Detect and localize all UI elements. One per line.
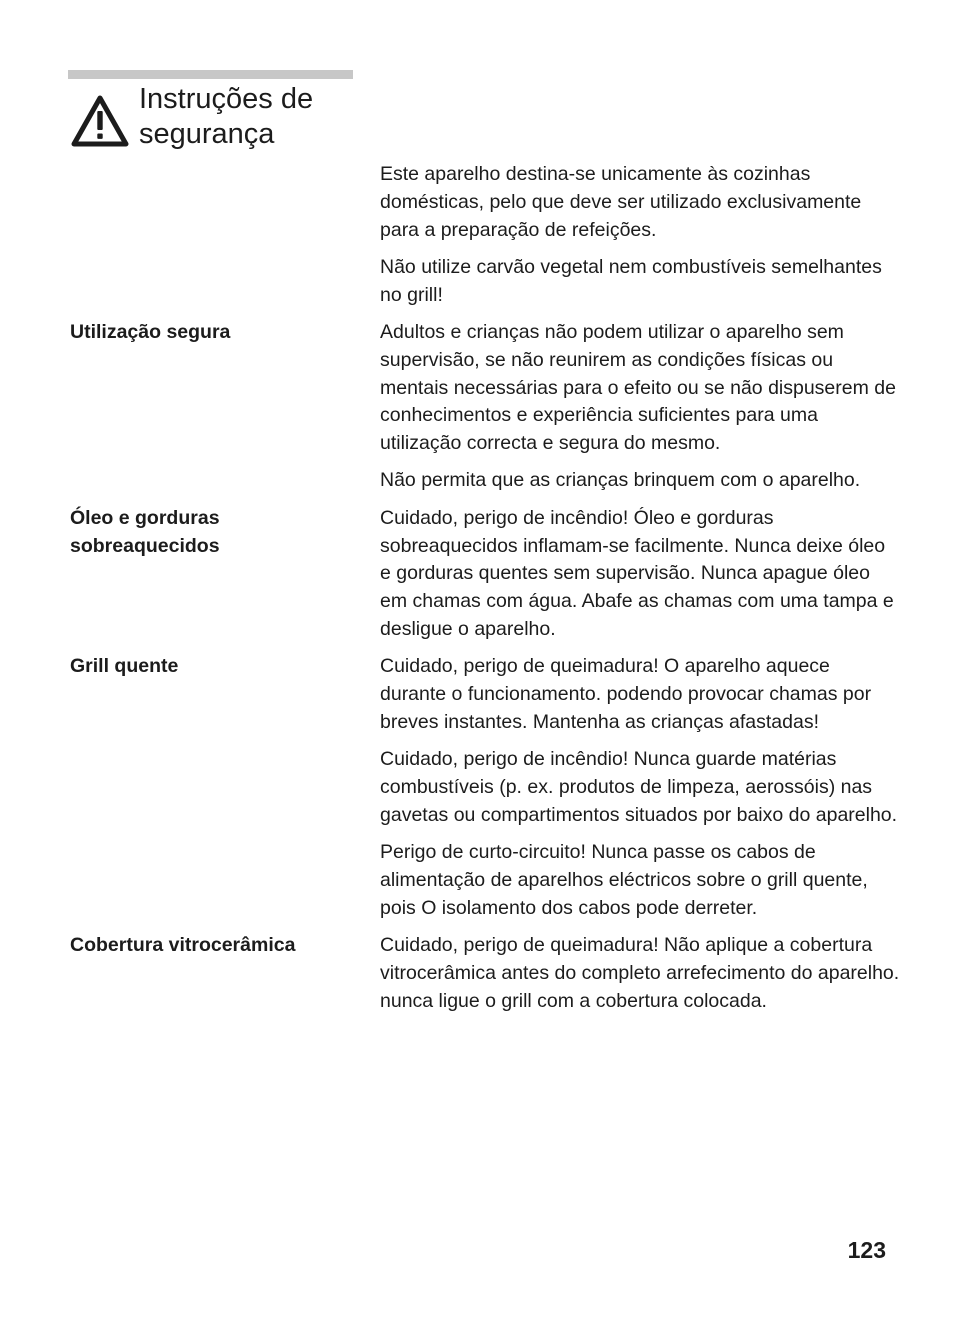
safe-use-heading (70, 319, 380, 347)
intro-paragraph: Não utilize carvão vegetal nem combustíveis semelhantes no grill! (380, 255, 882, 306)
safe-use-body (380, 319, 900, 505)
safe-use-paragraph: Adultos e crianças não podem utilizar o aparelho sem supervisão, se não reunirem as condições físicas ou mentais necessárias para o efeito ou se não dispuserem de conhecimentos e experiência suficientes para uma utilização correcta e segura do mesmo. (380, 320, 896, 455)
intro-body (380, 161, 900, 319)
page-number: 123 (847, 1237, 886, 1263)
glass-ceramic-cover-section (70, 932, 900, 1025)
hot-grill-heading-text: Grill quente (70, 655, 179, 678)
glass-ceramic-cover-heading (70, 932, 380, 960)
page-title-line-1: Instruções de (139, 83, 314, 115)
overheated-oil-paragraph: Cuidado, perigo de incêndio! Óleo e gorduras sobreaquecidos inflamam-se facilmente. Nunca deixe óleo e gorduras quentes sem supervisão. Nunca apague óleo em chamas com água. Abafe as chamas com uma tampa e desligue o aparelho. (380, 506, 894, 640)
overheated-oil-heading (70, 505, 380, 561)
hot-grill-paragraph: Cuidado, perigo de incêndio! Nunca guarde matérias combustíveis (p. ex. produtos de limpeza, aerossóis) nas gavetas ou compartimentos situados por baixo do aparelho. (380, 748, 898, 826)
overheated-oil-body (380, 505, 900, 653)
hot-grill-paragraph: Cuidado, perigo de queimadura! O aparelho aquece durante o funcionamento. podendo provocar chamas por breves instantes. Mantenha as crianças afastadas! (380, 655, 872, 733)
page-title-line-2: segurança (139, 118, 275, 150)
glass-ceramic-cover-paragraph: Cuidado, perigo de queimadura! Não aplique a cobertura vitrocerâmica antes do completo arrefecimento do aparelho. nunca ligue o grill com a cobertura colocada. (380, 933, 900, 1012)
overheated-oil-heading-line-1: Óleo e gorduras (70, 506, 220, 529)
hot-grill-body (380, 653, 900, 932)
safety-content (70, 161, 900, 1025)
hot-grill-paragraph: Perigo de curto-circuito! Nunca passe os cabos de alimentação de aparelhos eléctricos sobre o grill quente, pois O isolamento dos cabos pode derreter. (380, 841, 868, 919)
header-rule (68, 70, 353, 79)
overheated-oil-section (70, 505, 900, 653)
overheated-oil-heading-line-2: sobreaquecidos (70, 534, 220, 557)
hot-grill-heading (70, 653, 380, 681)
safe-use-paragraph: Não permita que as crianças brinquem com o aparelho. (380, 469, 861, 492)
safe-use-section (70, 319, 900, 505)
warning-triangle-icon (70, 94, 130, 148)
safe-use-heading-text: Utilização segura (70, 320, 231, 343)
page-title (139, 82, 379, 152)
hot-grill-section (70, 653, 900, 932)
intro-paragraph: Este aparelho destina-se unicamente às cozinhas domésticas, pelo que deve ser utilizado exclusivamente para a preparação de refeições. (380, 163, 862, 241)
intro-section (70, 161, 900, 319)
glass-ceramic-cover-heading-text: Cobertura vitrocerâmica (70, 933, 296, 956)
glass-ceramic-cover-body (380, 932, 900, 1025)
